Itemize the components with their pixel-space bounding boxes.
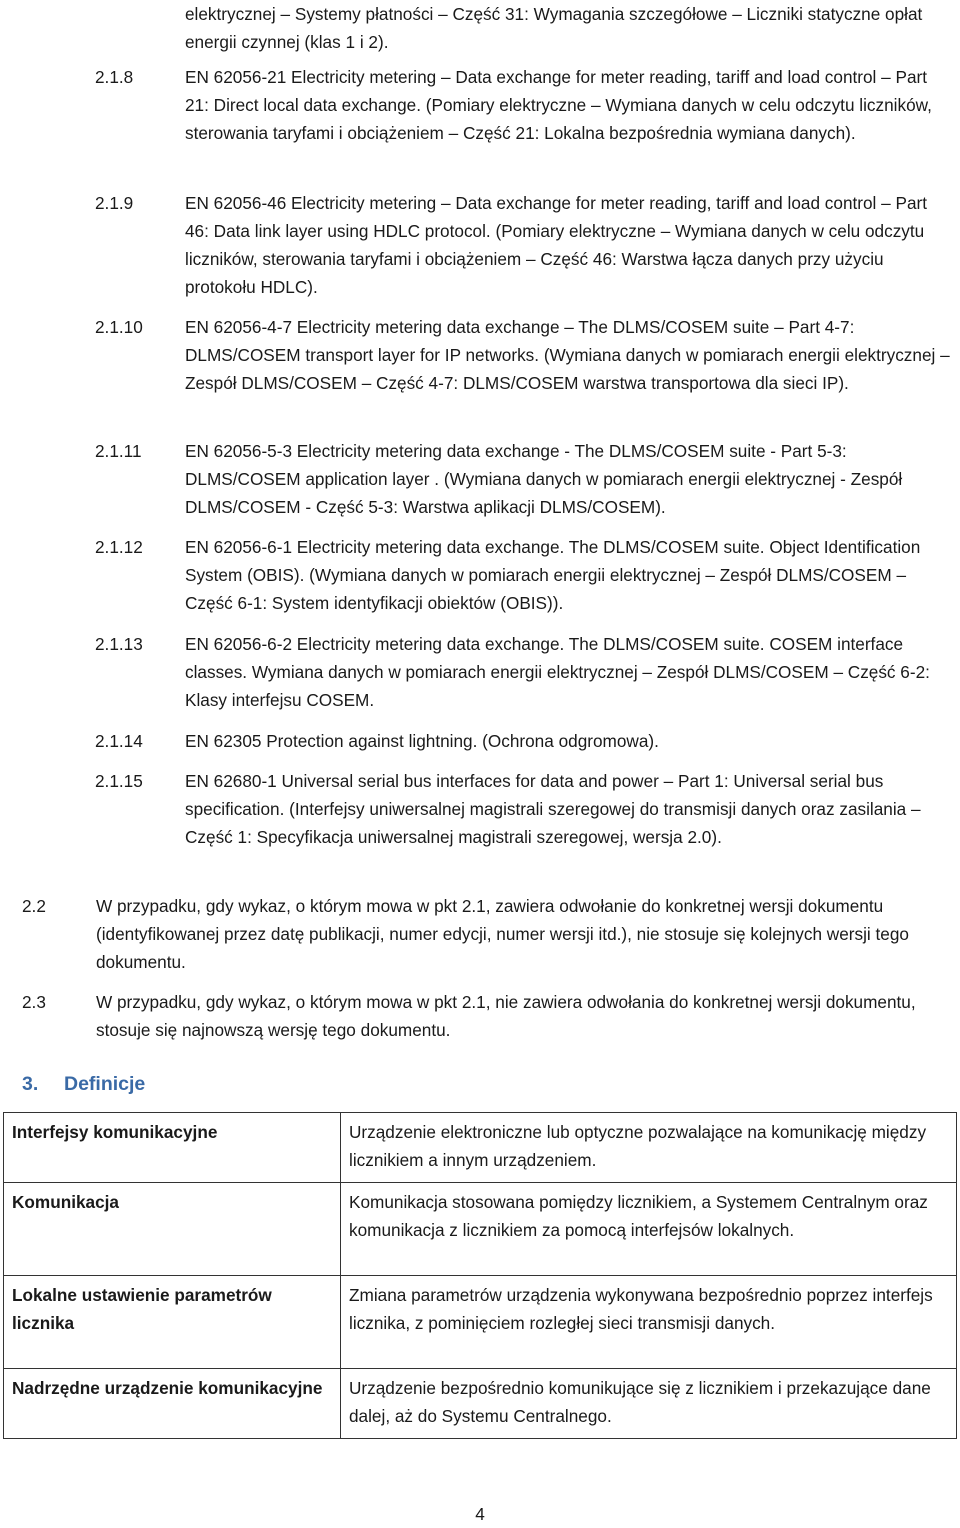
item-number: 2.1.15 [95,771,143,791]
item-text: EN 62056-6-2 Electricity metering data exchange. The DLMS/COSEM suite. COSEM interface classes. Wymiana danych w pomiarach energii elektrycznej – Zespół DLMS/COSEM – Część 6-2: Klasy interfejsu COSEM. [185,634,930,710]
paragraph-text: W przypadku, gdy wykaz, o którym mowa w pkt 2.1, nie zawiera odwołania do konkretnej wersji dokumentu, stosuje się najnowszą wersję tego dokumentu. [96,992,916,1040]
section-number: 3. [22,1073,39,1095]
item-number: 2.1.10 [95,317,143,337]
item-text: EN 62056-6-1 Electricity metering data exchange. The DLMS/COSEM suite. Object Identification System (OBIS). (Wymiana danych w pomiarach energii elektrycznej – Zespół DLMS/COSEM – Część 6-1: System identyfikacji obiektów (OBIS)). [185,537,921,613]
item-text: EN 62680-1 Universal serial bus interfaces for data and power – Part 1: Universal serial bus specification. (Interfejsy uniwersalnej magistrali szeregowej do transmisji danych oraz zasilania – Część 1: Specyfikacja uniwersalnej magistrali szeregowej, wersja 2.0). [185,771,921,847]
definition-text: Zmiana parametrów urządzenia wykonywana bezpośrednio poprzez interfejs licznika, z pominięciem rozległej sieci transmisji danych. [341,1276,957,1369]
definitions-table [3,1112,957,1439]
table-row [4,1113,957,1183]
definition-term: Nadrzędne urządzenie komunikacyjne [4,1369,341,1439]
section-heading [22,1070,145,1098]
paragraph-number: 2.3 [22,992,46,1012]
item-text: EN 62056-4-7 Electricity metering data exchange – The DLMS/COSEM suite – Part 4-7: DLMS/COSEM transport layer for IP networks. (Wymiana danych w pomiarach energii elektrycznej – Zespół DLMS/COSEM – Część 4-7: DLMS/COSEM warstwa transportowa dla sieci IP). [185,317,950,393]
paragraph-number: 2.2 [22,896,46,916]
section-title: Definicje [64,1073,146,1095]
table-row [4,1276,957,1369]
definition-text: Urządzenie bezpośrednio komunikujące się z licznikiem i przekazujące dane dalej, aż do Systemu Centralnego. [341,1369,957,1439]
item-number: 2.1.13 [95,634,143,654]
table-row [4,1183,957,1276]
item-number: 2.1.8 [95,67,134,87]
item-number: 2.1.14 [95,731,143,751]
item-text: EN 62305 Protection against lightning. (Ochrona odgromowa). [185,731,659,751]
page-number: 4 [475,1504,485,1524]
item-text: EN 62056-21 Electricity metering – Data exchange for meter reading, tariff and load control – Part 21: Direct local data exchange. (Pomiary elektryczne – Wymiana danych w celu odczytu liczników, sterowania taryfami i obciążeniem – Część 21: Lokalna bezpośrednia wymiana danych). [185,67,932,143]
item-number: 2.1.12 [95,537,143,557]
definition-text: Urządzenie elektroniczne lub optyczne pozwalające na komunikację między licznikiem a innym urządzeniem. [341,1113,957,1183]
item-text: EN 62056-46 Electricity metering – Data exchange for meter reading, tariff and load control – Part 46: Data link layer using HDLC protocol. (Pomiary elektryczne – Wymiana danych w celu odczytu liczników, sterowania taryfami i obciążeniem – Część 46: Warstwa łącza danych przy użyciu protokołu HDLC). [185,193,928,297]
table-row [4,1369,957,1439]
continued-text: elektrycznej – Systemy płatności – Część 31: Wymagania szczegółowe – Liczniki statyczne opłat energii czynnej (klas 1 i 2). [185,4,923,52]
item-number: 2.1.9 [95,193,134,213]
definition-term: Komunikacja [4,1183,341,1276]
item-number: 2.1.11 [95,441,142,461]
definition-term: Lokalne ustawienie parametrów licznika [4,1276,341,1369]
definition-term: Interfejsy komunikacyjne [4,1113,341,1183]
item-text: EN 62056-5-3 Electricity metering data exchange - The DLMS/COSEM suite - Part 5-3: DLMS/COSEM application layer . (Wymiana danych w pomiarach energii elektrycznej - Zespół DLMS/COSEM - Część 5-3: Warstwa aplikacji DLMS/COSEM). [185,441,903,517]
definition-text: Komunikacja stosowana pomiędzy licznikiem, a Systemem Centralnym oraz komunikacja z licznikiem za pomocą interfejsów lokalnych. [341,1183,957,1276]
paragraph-text: W przypadku, gdy wykaz, o którym mowa w pkt 2.1, zawiera odwołanie do konkretnej wersji dokumentu (identyfikowanej przez datę publikacji, numer edycji, numer wersji itd.), nie stosuje się kolejnych wersji tego dokumentu. [96,896,909,972]
